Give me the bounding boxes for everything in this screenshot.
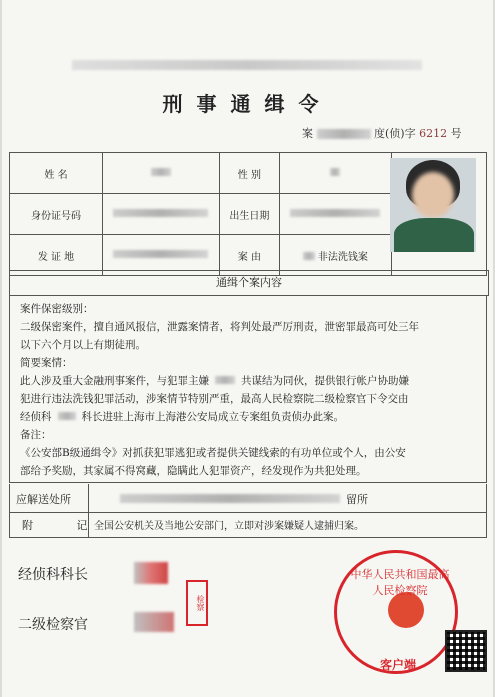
redacted-signature-1 <box>134 562 168 584</box>
case-prefix: 案 <box>302 127 313 140</box>
warrant-document <box>2 0 493 697</box>
redacted-case-year <box>317 129 371 139</box>
page-title: 刑事通缉令 <box>162 92 333 116</box>
case-suffix: 号 <box>450 127 462 140</box>
case-cause-value: 非法洗钱案 <box>317 251 368 263</box>
signature-label-1: 经侦科科长 <box>18 567 88 583</box>
content-line: 经侦科 科长进驻上海市上海港公安局成立专案组负责侦办此案。 <box>20 411 344 423</box>
case-content <box>9 295 487 483</box>
signature-label-2: 二级检察官 <box>18 617 88 633</box>
gender-value <box>279 153 391 194</box>
qr-code <box>445 630 487 672</box>
content-line: 此人涉及重大金融刑事案件，与犯罪主嫌 共谋结为同伙，提供银行帐户协助嫌 <box>20 375 409 387</box>
delivery-table <box>9 484 487 538</box>
name-label: 姓 名 <box>10 153 103 194</box>
content-line: 备注： <box>20 429 52 441</box>
content-line: 部给予奖励，其家属不得窝藏，隐瞒此人犯罪资产，经发现作为共犯处理。 <box>20 465 367 477</box>
name-value <box>103 153 220 194</box>
id-value <box>103 194 220 235</box>
content-line: 以下六个月以上有期徒刑。 <box>20 339 146 351</box>
case-number <box>302 125 462 141</box>
small-stamp: 检察 <box>186 580 208 626</box>
case-middle: 度(侦)字 <box>374 127 416 140</box>
gender-label: 性 别 <box>219 153 279 194</box>
note-label: 附 记 <box>22 519 108 532</box>
redacted-signature-2 <box>134 612 174 632</box>
content-line: 案件保密级别： <box>20 303 94 315</box>
watermark: 客户端 <box>380 658 417 672</box>
place-label: 发 证 地 <box>10 235 103 276</box>
content-line: 简要案情： <box>20 357 73 369</box>
delivery-suffix: 留所 <box>346 493 368 506</box>
dob-label: 出生日期 <box>219 194 279 235</box>
redacted-header <box>72 60 422 70</box>
content-line: 《公安部B级通缉令》对抓获犯罪逃犯或者提供关键线索的有功单位或个人，由公安 <box>20 447 406 459</box>
note-text: 全国公安机关及当地公安部门，立即对涉案嫌疑人逮捕归案。 <box>94 521 364 532</box>
id-label: 身份证号码 <box>10 194 103 235</box>
suspect-photo <box>390 158 476 252</box>
seal-text: 中华人民共和国最高人民检察院 <box>350 568 450 597</box>
delivery-label: 应解送处所 <box>16 493 71 506</box>
content-line: 犯进行违法洗钱犯罪活动，涉案情节特别严重，最高人民检察院二级检察官下令交由 <box>20 393 409 405</box>
content-line: 二级保密案件，擅自通风报信，泄露案情者，将判处最严厉刑责，泄密罪最高可处三年 <box>20 321 419 333</box>
section-title: 通缉个案内容 <box>9 270 489 296</box>
redacted-location <box>120 494 340 503</box>
dob-value <box>279 194 391 235</box>
case-number-value: 6212 <box>419 127 448 140</box>
case-label: 案 由 <box>219 235 279 276</box>
